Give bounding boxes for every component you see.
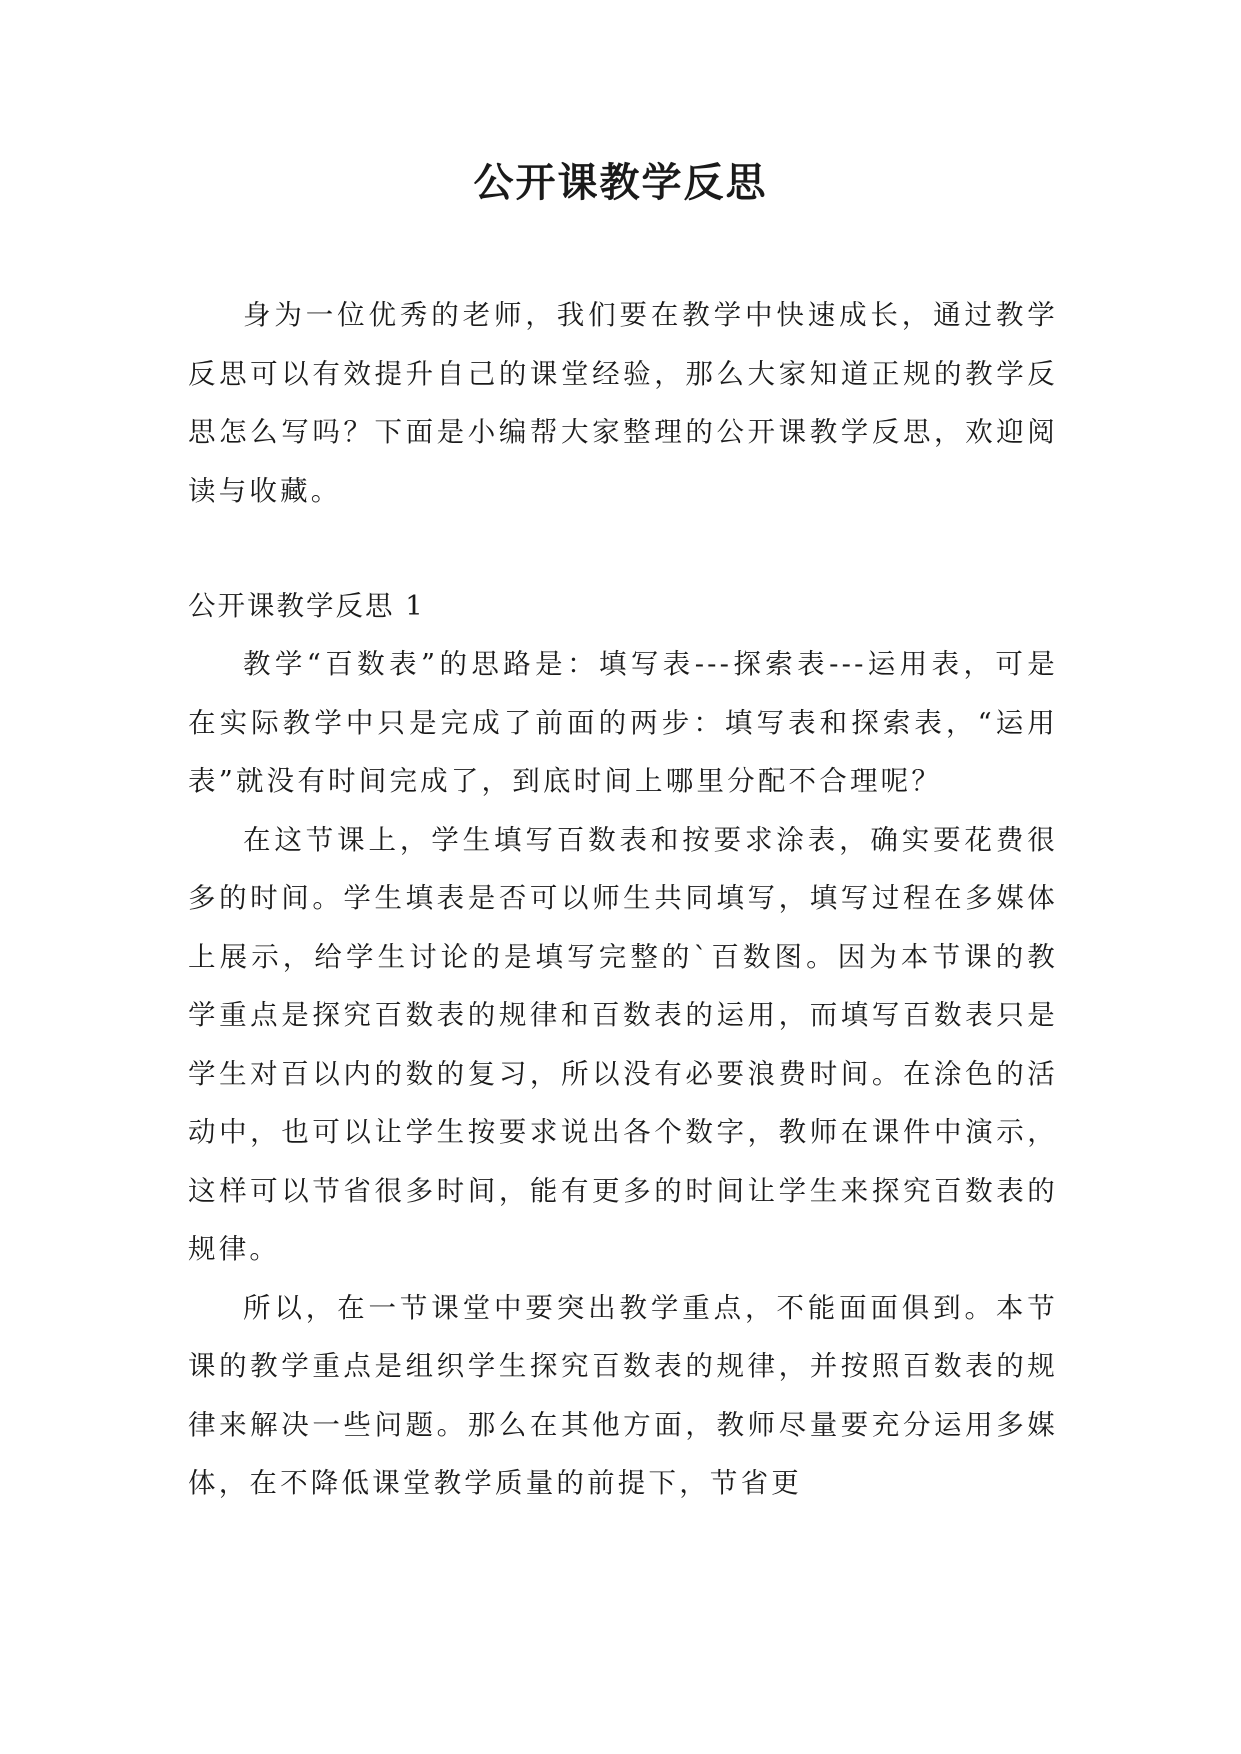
body-paragraph: 在这节课上，学生填写百数表和按要求涂表，确实要花费很多的时间。学生填表是否可以师生共同填写，填写过程在多媒体上展示，给学生讨论的是填写完整的`百数图。因为本节课的教学重点是探究百数表的规律和百数表的运用，而填写百数表只是学生对百以内的数的复习，所以没有必要浪费时间。在涂色的活动中，也可以让学生按要求说出各个数字，教师在课件中演示，这样可以节省很多时间，能有更多的时间让学生来探究百数表的规律。: [188, 823, 1058, 1265]
body-paragraph: 所以，在一节课堂中要突出教学重点，不能面面俱到。本节课的教学重点是组织学生探究百数表的规律，并按照百数表的规律来解决一些问题。那么在其他方面，教师尽量要充分运用多媒体，在不降低课堂教学质量的前提下，节省更: [188, 1291, 1058, 1499]
section-heading: 公开课教学反思 1: [188, 590, 425, 622]
document-title: 公开课教学反思: [473, 160, 768, 206]
intro-paragraph: 身为一位优秀的老师，我们要在教学中快速成长，通过教学反思可以有效提升自己的课堂经验，那么大家知道正规的教学反思怎么写吗？下面是小编帮大家整理的公开课教学反思，欢迎阅读与收藏。: [188, 299, 1058, 507]
body-paragraph: 教学“百数表”的思路是：填写表---探索表---运用表，可是在实际教学中只是完成了前面的两步：填写表和探索表，“运用表”就没有时间完成了，到底时间上哪里分配不合理呢？: [188, 648, 1059, 797]
section-body: [188, 635, 1058, 1513]
intro-section: [188, 286, 1058, 520]
